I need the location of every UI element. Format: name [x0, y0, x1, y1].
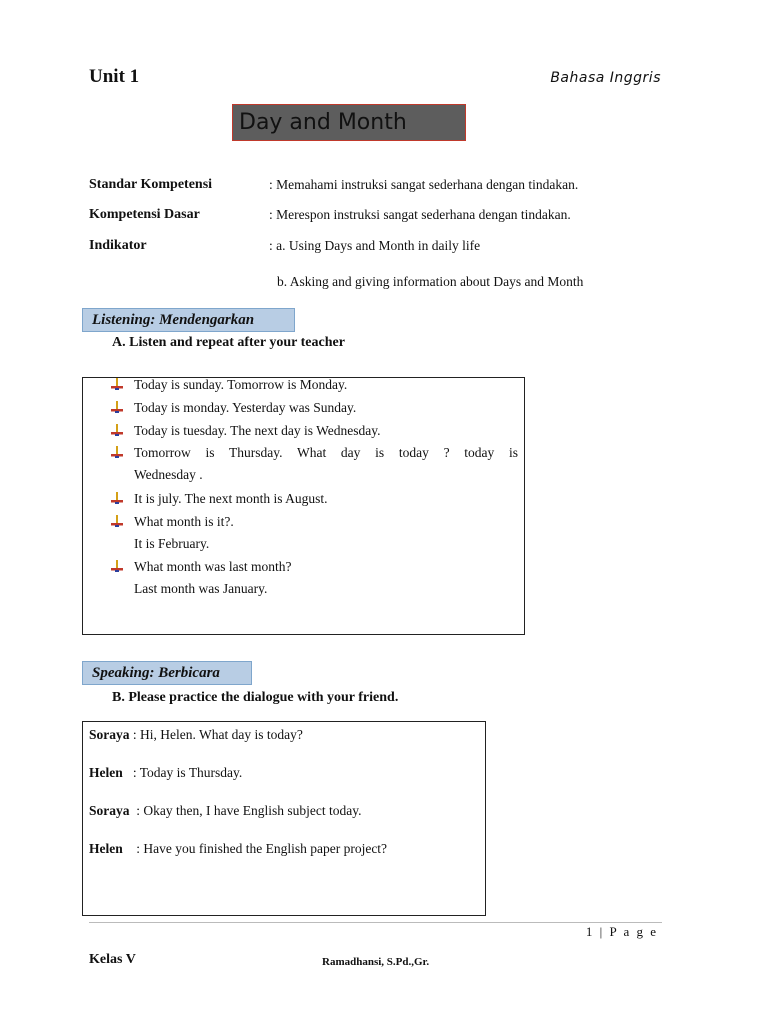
dialogue-text: : Hi, Helen. What day is today? — [129, 727, 303, 742]
speaker-name: Soraya — [89, 727, 130, 742]
arrow-bullet-icon — [110, 377, 124, 391]
indikator-b: b. Asking and giving information about Days and Month — [277, 274, 584, 289]
dialogue-text: : Have you finished the English paper project? — [122, 841, 388, 856]
meta-label-indikator: Indikator — [89, 238, 147, 253]
arrow-bullet-icon — [110, 445, 124, 459]
listening-instruction: A. Listen and repeat after your teacher — [112, 335, 345, 350]
dialogue-line — [89, 727, 303, 743]
page-title: Day and Month — [239, 110, 407, 135]
meta-value-kompetensi: : Merespon instruksi sangat sederhana dengan tindakan. — [269, 207, 571, 222]
arrow-bullet-icon — [110, 491, 124, 505]
page-number: 1 | P a g e — [585, 924, 658, 939]
meta-value-indikator: : a. Using Days and Month in daily life — [269, 238, 481, 253]
arrow-bullet-icon — [110, 514, 124, 528]
dialogue-text: : Okay then, I have English subject today. — [129, 803, 362, 818]
unit-label: Unit 1 — [89, 66, 140, 87]
arrow-bullet-icon — [110, 423, 124, 437]
list-item-continuation: It is February. — [134, 536, 210, 551]
meta-label-kompetensi: Kompetensi Dasar — [89, 207, 200, 222]
meta-label-standar: Standar Kompetensi — [89, 177, 213, 192]
arrow-bullet-icon — [110, 400, 124, 414]
speaking-instruction: B. Please practice the dialogue with your friend. — [112, 690, 399, 705]
footer-divider — [89, 922, 662, 923]
list-item-continuation: Last month was January. — [134, 581, 268, 596]
arrow-bullet-icon — [110, 559, 124, 573]
speaker-name: Helen — [89, 765, 123, 780]
subject-label: Bahasa Inggris — [550, 70, 661, 86]
title-box — [232, 104, 466, 141]
author-label: Ramadhansi, S.Pd.,Gr. — [322, 956, 430, 968]
listening-tab: Listening: Mendengarkan — [82, 308, 295, 332]
class-label: Kelas V — [89, 952, 136, 967]
speaking-tab: Speaking: Berbicara — [82, 661, 252, 685]
dialogue-line — [89, 803, 361, 819]
meta-value-standar: : Memahami instruksi sangat sederhana dengan tindakan. — [269, 177, 579, 192]
dialogue-line — [89, 841, 387, 857]
list-item-continuation: Wednesday . — [134, 467, 203, 482]
dialogue-line — [89, 765, 242, 781]
dialogue-text: : Today is Thursday. — [122, 765, 243, 780]
speaker-name: Helen — [89, 841, 123, 856]
speaker-name: Soraya — [89, 803, 130, 818]
